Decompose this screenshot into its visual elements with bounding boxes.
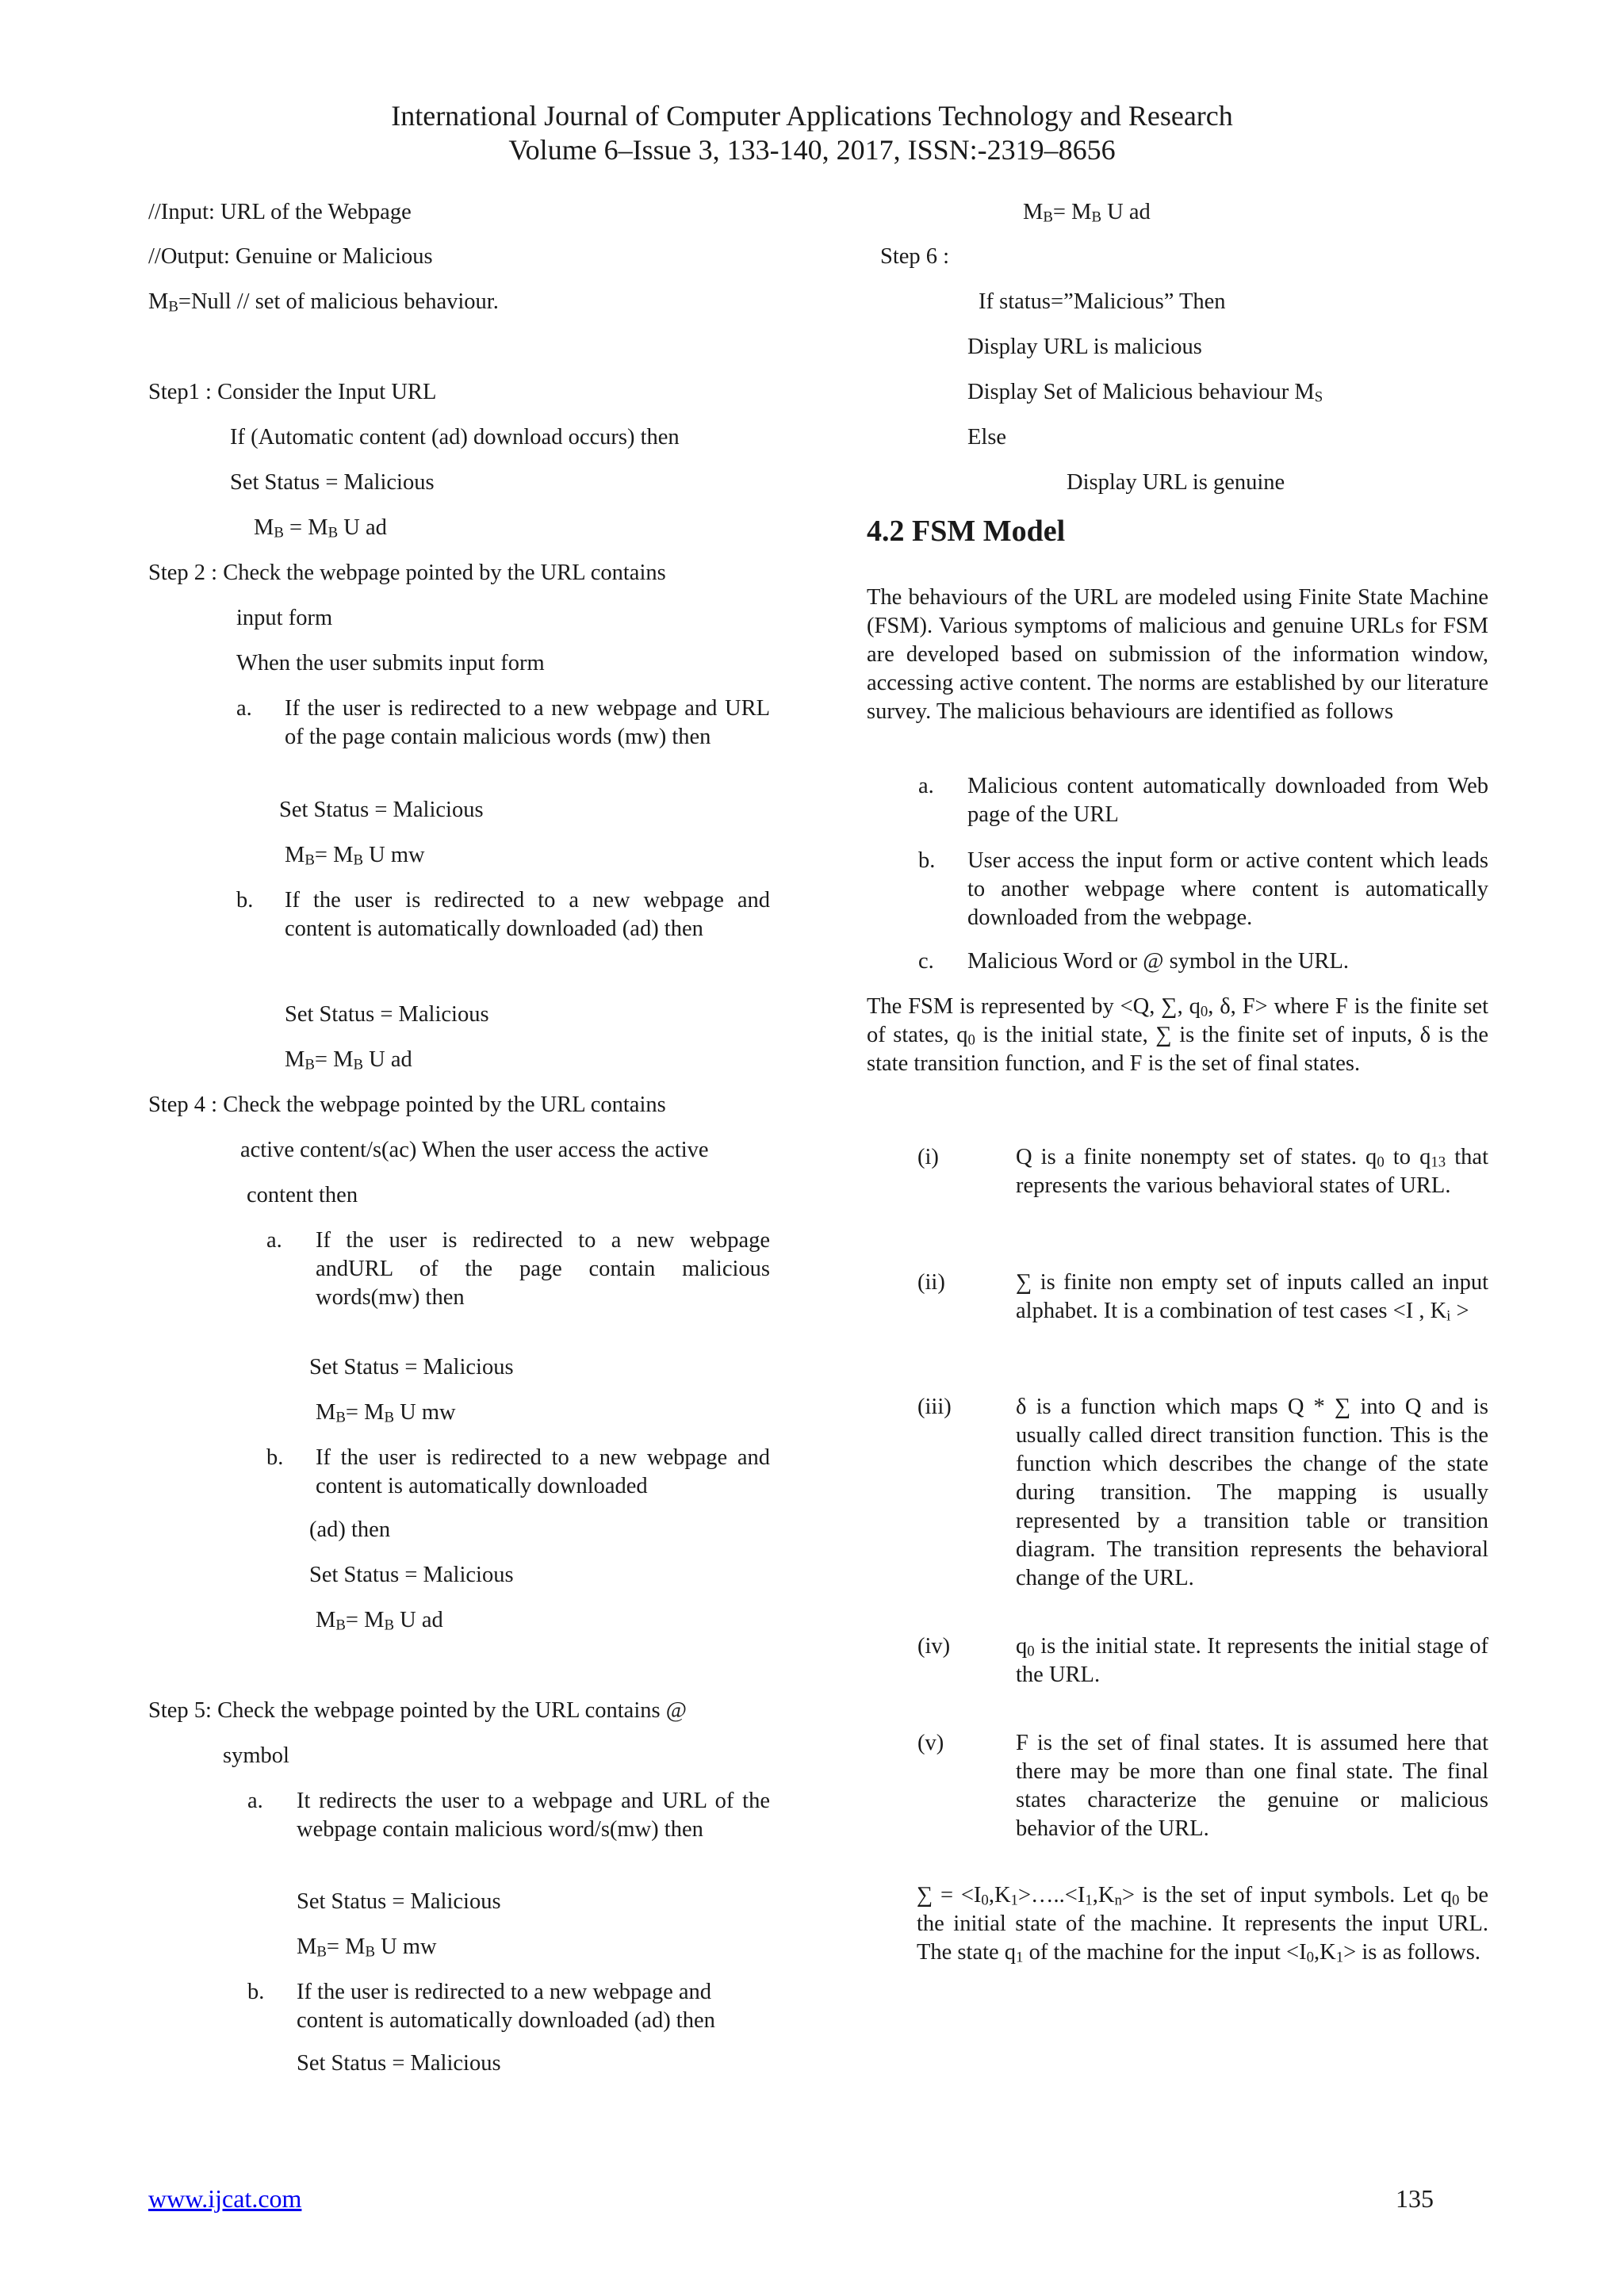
- def-iii-text: δ is a function which maps Q * ∑ into Q and is usually called direct transition function. This is the function which describes the change of the state during transition. The mapping is usually represented by a transition table or transition diagram. The transition represents the behavioral change of the URL.: [1016, 1395, 1488, 1590]
- def-ii-marker: (ii): [917, 1270, 945, 1295]
- behaviour-a-text: Malicious content automatically downloaded from Web page of the URL: [967, 774, 1488, 827]
- right-mb-top: $M_B= M_B$ U ad: [1023, 200, 1151, 226]
- def-i-text: Q is a finite nonempty set of states. $q_0$ to $q_{13}$ that represents the various behavioral states of URL.: [1016, 1145, 1488, 1198]
- step4-a-status: Set Status = Malicious: [309, 1355, 514, 1380]
- step4-a-text: If the user is redirected to a new webpage andURL of the page contain malicious words(mw) then: [316, 1228, 770, 1310]
- def-iv-text: $q_0$ is the initial state. It represents the initial stage of the URL.: [1016, 1634, 1488, 1687]
- step5-b-status: Set Status = Malicious: [297, 2051, 501, 2076]
- fsm-intro-paragraph: The behaviours of the URL are modeled using Finite State Machine (FSM). Various symptoms of malicious and genuine URLs for FSM are developed based on submission of the information window, accessing active content. The norms are established by our literature survey. The malicious behaviours are identified as follows: [867, 585, 1488, 724]
- input-comment: //Input: URL of the Webpage: [148, 200, 412, 224]
- step5-a-text: It redirects the user to a webpage and URL of the webpage contain malicious word/s(mw) then: [297, 1789, 770, 1842]
- step2-a-mb: $M_B= M_B$ U mw: [285, 843, 425, 869]
- journal-volume: Volume 6–Issue 3, 133-140, 2017, ISSN:-2319–8656: [508, 134, 1116, 166]
- step4-b-status: Set Status = Malicious: [309, 1563, 514, 1587]
- step4-a-marker: a.: [266, 1228, 282, 1253]
- behaviour-c-marker: c.: [918, 949, 934, 974]
- step1-condition: If (Automatic content (ad) download occurs) then: [230, 425, 680, 450]
- step6-if: If status=”Malicious” Then: [979, 289, 1226, 314]
- step6-title: Step 6 :: [880, 244, 950, 269]
- step4-b-cont: (ad) then: [309, 1517, 391, 1542]
- step5-b-text: If the user is redirected to a new webpage and content is automatically downloaded (ad) then: [297, 1980, 715, 2033]
- step1-status: Set Status = Malicious: [230, 470, 435, 495]
- fsm-definition-paragraph: The FSM is represented by <Q, ∑, $q_0$, δ, F> where F is the finite set of states, $q_0$ is the initial state, ∑ is the finite set of inputs, δ is the state transition function, and F is the set of final states.: [867, 994, 1488, 1076]
- step2-b-mb: $M_B= M_B$ U ad: [285, 1047, 412, 1073]
- behaviour-b-text: User access the input form or active content which leads to another webpage where content is automatically downloaded from the webpage.: [967, 848, 1488, 930]
- def-i-marker: (i): [917, 1145, 939, 1169]
- step6-display2: Display Set of Malicious behaviour $M_S$: [967, 380, 1323, 406]
- journal-title: International Journal of Computer Applications Technology and Research: [391, 100, 1233, 132]
- step4-a-mb: $M_B= M_B$ U mw: [316, 1400, 456, 1426]
- def-iii-marker: (iii): [917, 1395, 952, 1419]
- step1-mb-update: $M_B = M_B$ U ad: [254, 515, 387, 541]
- step5-title: Step 5: Check the webpage pointed by the URL contains @: [148, 1698, 687, 1723]
- mb-null-line: $M_B=Null$ // set of malicious behaviour.: [148, 289, 499, 316]
- step1-title: Step1 : Consider the Input URL: [148, 380, 437, 404]
- step5-b-marker: b.: [247, 1980, 265, 2004]
- def-iv-marker: (iv): [917, 1634, 951, 1659]
- behaviour-c-text: Malicious Word or @ symbol in the URL.: [967, 949, 1349, 974]
- step2-a-marker: a.: [236, 696, 252, 721]
- step2-cont1: input form: [236, 606, 333, 630]
- step6-genuine: Display URL is genuine: [1067, 470, 1285, 495]
- step4-b-marker: b.: [266, 1445, 284, 1470]
- step5-a-status: Set Status = Malicious: [297, 1889, 501, 1914]
- step6-else: Else: [967, 425, 1007, 450]
- step4-cont2: content then: [247, 1183, 358, 1207]
- step5-cont1: symbol: [223, 1743, 289, 1768]
- step4-b-text: If the user is redirected to a new webpage and content is automatically downloaded: [316, 1445, 770, 1498]
- step2-cont2: When the user submits input form: [236, 651, 545, 675]
- behaviour-a-marker: a.: [918, 774, 934, 798]
- footer-website-link[interactable]: www.ijcat.com: [148, 2184, 302, 2213]
- output-comment: //Output: Genuine or Malicious: [148, 244, 433, 269]
- def-v-marker: (v): [917, 1731, 944, 1755]
- step2-a-status: Set Status = Malicious: [279, 798, 484, 822]
- def-ii-text: ∑ is finite non empty set of inputs called an input alphabet. It is a combination of test cases <I , $K_i$ >: [1016, 1270, 1488, 1325]
- step2-b-status: Set Status = Malicious: [285, 1002, 489, 1027]
- step5-a-mb: $M_B= M_B$ U mw: [297, 1934, 437, 1961]
- behaviour-b-marker: b.: [918, 848, 936, 873]
- step2-a-text: If the user is redirected to a new webpage and URL of the page contain malicious words (mw) then: [285, 696, 770, 749]
- page-number: 135: [1396, 2184, 1434, 2213]
- step4-cont1: active content/s(ac) When the user access the active: [240, 1138, 709, 1162]
- section-heading: 4.2 FSM Model: [867, 515, 1066, 548]
- step4-b-mb: $M_B= M_B$ U ad: [316, 1608, 443, 1634]
- step2-b-marker: b.: [236, 888, 254, 913]
- input-symbols-paragraph: ∑ = $<I_0,K_1>\dots..<I_1,K_n>$ is the set of input symbols. Let $q_0$ be the initial state of the machine. It represents the input URL. The state $q_1$ of the machine for the input $<I_0,K_1>$ is as follows.: [917, 1883, 1488, 1966]
- step2-title: Step 2 : Check the webpage pointed by the URL contains: [148, 561, 666, 585]
- step5-a-marker: a.: [247, 1789, 263, 1813]
- step4-title: Step 4 : Check the webpage pointed by the URL contains: [148, 1093, 666, 1117]
- step2-b-text: If the user is redirected to a new webpage and content is automatically downloaded (ad) then: [285, 888, 770, 941]
- def-v-text: F is the set of final states. It is assumed here that there may be more than one final state. The final states characterize the genuine or malicious behavior of the URL.: [1016, 1731, 1488, 1841]
- step6-display1: Display URL is malicious: [967, 335, 1202, 359]
